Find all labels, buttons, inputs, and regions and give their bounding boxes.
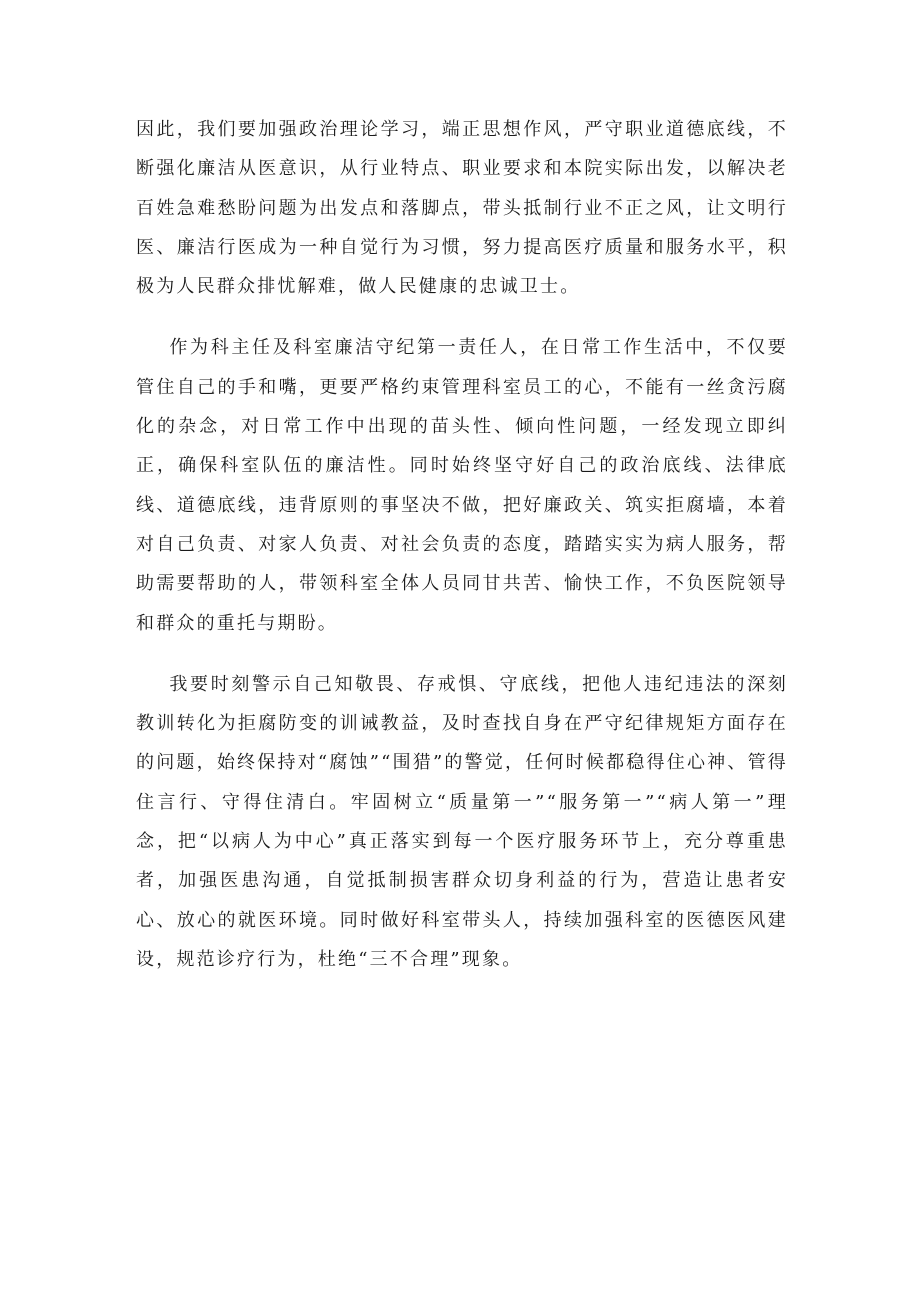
paragraph-1: 因此，我们要加强政治理论学习，端正思想作风，严守职业道德底线，不断强化廉洁从医意识，从行业特点、职业要求和本院实际出发，以解决老百姓急难愁盼问题为出发点和落脚点，带头抵制行业不正之风，让文明行医、廉洁行医成为一种自觉行为习惯，努力提高医疗质量和服务水平，积极为人民群众排忧解难，做人民健康的忠诚卫士。 bbox=[136, 119, 788, 298]
paragraph-2: 作为科主任及科室廉洁守纪第一责任人，在日常工作生活中，不仅要管住自己的手和嘴，更要严格约束管理科室员工的心，不能有一丝贪污腐化的杂念，对日常工作中出现的苗头性、倾向性问题，一经发现立即纠正，确保科室队伍的廉洁性。同时始终坚守好自己的政治底线、法律底线、道德底线，违背原则的事坚决不做，把好廉政关、筑实拒腐墙，本着对自己负责、对家人负责、对社会负责的态度，踏踏实实为病人服务，帮助需要帮助的人，带领科室全体人员同甘共苦、愉快工作，不负医院领导和群众的重托与期盼。 bbox=[136, 337, 788, 634]
paragraph-3: 我要时刻警示自己知敬畏、存戒惧、守底线，把他人违纪违法的深刻教训转化为拒腐防变的训诫教益，及时查找自身在严守纪律规矩方面存在的问题，始终保持对“腐蚀”“围猎”的警觉，任何时候都稳得住心神、管得住言行、守得住清白。牢固树立“质量第一”“服务第一”“病人第一”理念，把“以病人为中心”真正落实到每一个医疗服务环节上，充分尊重患者，加强医患沟通，自觉抵制损害群众切身利益的行为，营造让患者安心、放心的就医环境。同时做好科室带头人，持续加强科室的医德医风建设，规范诊疗行为，杜绝“三不合理”现象。 bbox=[136, 673, 788, 970]
document-body bbox=[136, 110, 788, 1001]
